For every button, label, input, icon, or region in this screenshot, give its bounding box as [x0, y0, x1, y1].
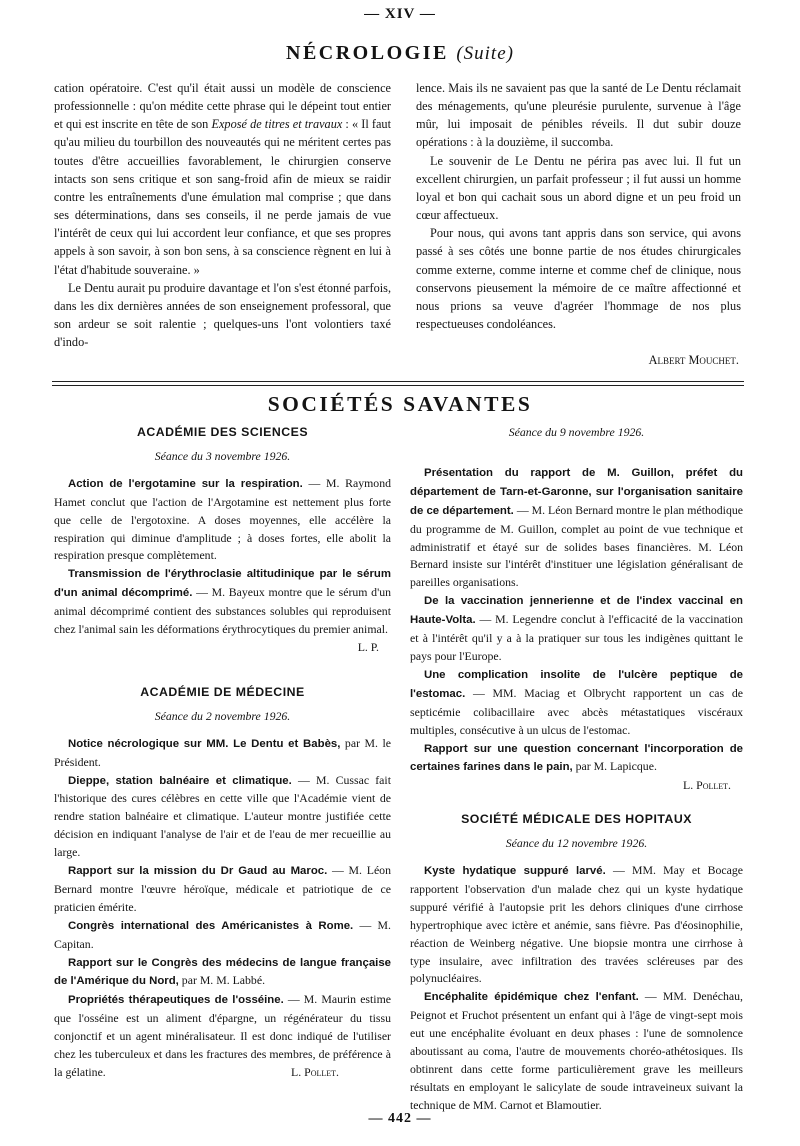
report-title: De la vaccination jennerienne et de l'index vaccinal en Haute-Volta.	[410, 595, 743, 627]
report-title: Présentation du rapport de M. Guillon, préfet du département de Tarn-et-Garonne, sur l'organisation sanitaire de ce département.	[410, 466, 743, 517]
report-item	[54, 954, 391, 992]
report-item	[54, 772, 391, 863]
spacer	[54, 657, 391, 681]
report-title: Propriétés thérapeutiques de l'osséine.	[68, 994, 284, 1007]
running-title-text: NÉCROLOGIE	[286, 42, 449, 64]
paragraph-text: : « Il faut qu'au milieu du tourbillon des nouveautés qui ne méritent certes pas toutes d'être accueillies favorablement, le chirurgien conserve intacts son sens critique et son sang-froid afin de mieux se raidir contre les entraînements d'une émulation mal comprise ; que dans ses déterminations, dans ses conseils, il ne perde jamais de vue l'intérêt de ceux qui lui accordent leur confiance, et que ses propres appels à son savoir, à son bon sens, à sa conscience règnent en lui à l'état d'habitude souveraine. »	[54, 117, 391, 277]
report-title: Action de l'ergotamine sur la respiration.	[68, 477, 303, 490]
page-number: — 442 —	[368, 1111, 432, 1126]
seance-date: Séance du 12 novembre 1926.	[505, 836, 648, 851]
report-text: — M. Maurin estime que l'osséine est un aliment d'épargne, un régénérateur du tissu conjonctif et un agent minéralisateur. Il est donc indiqué de l'utiliser chez les tuberculeux et dans les fractures des membres, de préférence à la gélatine.	[54, 992, 391, 1079]
report-title: Notice nécrologique sur MM. Le Dentu et Babès,	[68, 737, 341, 750]
report-text: — M. Cussac fait l'historique des cures célèbres en cette ville que l'Académie vient de rendre station balnéaire et climatique. L'auteur montre justifiée cette décision en indiquant l'analyse de l'air et de l'eau de mer recueillie au large.	[54, 772, 391, 860]
report-title: Une complication insolite de l'ulcère peptique de l'estomac.	[410, 668, 743, 700]
spacer	[410, 451, 743, 464]
running-title-suffix: (Suite)	[456, 43, 514, 64]
reporter-initials: L. P.	[357, 639, 379, 654]
report-item	[54, 862, 391, 917]
report-item	[54, 735, 391, 772]
report-item	[54, 917, 391, 954]
report-item	[54, 475, 391, 566]
necrologie-column-right	[416, 79, 741, 369]
report-text: — M. Raymond Hamet conclut que l'action de l'Argotamine est nettement plus forte que celle de l'ergotoxine. A doses moyennes, elle accélère la respiration qui diminue d'amplitude ; à doses fortes, elle abolit la respiration presque complètement.	[54, 475, 392, 563]
necrologie-paragraph: Pour nous, qui avons tant appris dans son service, qui avons passé à ses côtés une bonne partie de nos études chirurgicales comme externe, comme interne et comme chef de clinique, nous conservons pieusement la mémoire de ce maître affectionné et nous prions sa veuve d'agréer l'hommage de nos plus respectueuses condoléances.	[416, 226, 741, 332]
report-text: par M. M. Labbé.	[178, 973, 266, 988]
necrologie-paragraph: Le Dentu aurait pu produire davantage et l'on s'est étonné parfois, dans les dix dernières années de son enseignement professoral, que son ardeur se soit ralentie ; quelques-uns l'ont volontiers taxé d'indo-	[54, 280, 392, 350]
report-item	[410, 740, 743, 778]
reporter-initials: L. Pollet.	[291, 1065, 339, 1079]
report-item	[410, 666, 743, 740]
report-text: par M. Lapicque.	[572, 759, 657, 774]
section-divider	[52, 381, 744, 382]
seance-date: Séance du 2 novembre 1926.	[154, 708, 291, 723]
necrologie-paragraph: Le souvenir de Le Dentu ne périra pas avec lui. Il fut un excellent chirurgien, un parfait professeur ; il fut aussi un homme loyal et bon qui cachait sous un abord digne et un peu froid un cœur affectueux.	[416, 153, 741, 223]
report-text: — MM. Maciag et Olbrycht rapportent un cas de septicémie colibacillaire avec abcès métastatiques viscéraux multiples, consécutive à un ulcus de l'estomac.	[410, 685, 743, 737]
paragraph-text: cation opératoire. C'est qu'il était aussi un modèle de conscience professionnelle : qu'on médite cette phrase qui le dépeint tout entier et qui est inscrite en tête de son	[54, 81, 391, 132]
seance-date: Séance du 9 novembre 1926.	[508, 425, 645, 439]
report-item	[54, 565, 391, 639]
folio: — XIV —	[364, 6, 436, 22]
report-text: — M. Bayeux montre que le sérum d'un animal décomprimé contient des substances solubles qui reproduisent chez l'animal sain les déformations érythrocytiques du premier animal.	[54, 585, 391, 637]
report-text: — M. Léon Bernard montre l'œuvre héroïque, médicale et patriotique de ce praticien émérite.	[54, 863, 391, 914]
report-title: Encéphalite épidémique chez l'enfant.	[424, 991, 639, 1004]
report-text: — M. Legendre conclut à l'efficacité de la vaccination et à l'intérêt qu'il y a à la pratiquer sur tous les indigènes quittant le pays pour l'Europe.	[410, 612, 743, 663]
report-title: Rapport sur le Congrès des médecins de langue française de l'Amérique du Nord,	[54, 956, 391, 988]
report-text: — M. Capitan.	[54, 917, 391, 951]
report-title: Congrès international des Américanistes à Rome.	[68, 919, 354, 932]
reporter-initials: L. Pollet.	[683, 778, 731, 793]
report-title: Transmission de l'érythroclasie altitudinique par le sérum d'un animal décomprimé.	[54, 568, 391, 600]
necrologie-column-left	[54, 79, 391, 351]
seance-date: Séance du 3 novembre 1926.	[154, 448, 291, 463]
section-divider	[52, 385, 744, 386]
societe-medicale-title: SOCIÉTÉ MÉDICALE DES HOPITAUX	[461, 812, 692, 827]
report-title: Rapport sur une question concernant l'incorporation de certaines farines dans le pain,	[410, 742, 743, 774]
report-text: — MM. Denéchau, Peignot et Fruchot présentent un enfant qui à l'âge de vingt-sept mois eut une encéphalite évoluant en deux phases : l'une de somnolence aboutissant au coma, l'autre de mouvements choréo-athétosiques. Ils obtinrent dans cette forme particulièrement grave les meilleurs résultats en employant le salicylate de soude intraveineux suivant la technique de MM. Carnot et Blamoutier.	[410, 989, 743, 1112]
report-text: — M. Léon Bernard montre le plan méthodique du programme de M. Guillon, complet au point de vue technique et administratif et étayé sur de solides bases financières. M. Léon Bernard insiste sur l'intérêt d'instituer une législation généralisant de pareilles organisations.	[410, 502, 743, 590]
running-title	[0, 42, 800, 65]
report-title: Kyste hydatique suppuré larvé.	[424, 865, 606, 878]
societes-column-left	[54, 421, 391, 1082]
societes-column-right	[410, 421, 743, 1115]
section-heading: SOCIÉTÉS SAVANTES	[267, 392, 533, 416]
report-item	[54, 991, 391, 1082]
academie-medecine-title: ACADÉMIE DE MÉDECINE	[140, 684, 305, 699]
work-title: Exposé de titres et travaux	[211, 117, 343, 132]
report-item	[410, 988, 743, 1114]
report-item	[410, 592, 743, 666]
necrologie-paragraph: lence. Mais ils ne savaient pas que la santé de Le Dentu réclamait des ménagements, qu'une pleurésie purulente, survenue à l'âge mûr, lui imposait de pénibles réveils. Il dut subir douze opérations : à la douzième, il succomba.	[416, 81, 741, 150]
necrologie-paragraph	[54, 79, 391, 279]
report-item	[410, 862, 743, 988]
spacer	[410, 795, 743, 808]
report-text: par M. le Président.	[54, 735, 391, 769]
report-item	[410, 464, 743, 592]
report-text: — MM. May et Bocage rapportent l'observation d'un malade chez qui un kyste hydatique suppuré vérifié à l'autopsie prit les dehors cliniques d'une cirrhose hypertrophique avec ictère et anémie, sans fièvre. Pas d'éosinophilie, réaction de Weinberg négative. Une biopsie montra une cirrhose à type insulaire, avec infiltration des travées scléreuses par des polynucléaires.	[410, 863, 743, 986]
author-signature: Albert Mouchet.	[648, 353, 739, 368]
academie-sciences-title: ACADÉMIE DES SCIENCES	[136, 425, 309, 439]
report-title: Rapport sur la mission du Dr Gaud au Maroc.	[68, 865, 328, 878]
report-title: Dieppe, station balnéaire et climatique.	[68, 774, 292, 787]
